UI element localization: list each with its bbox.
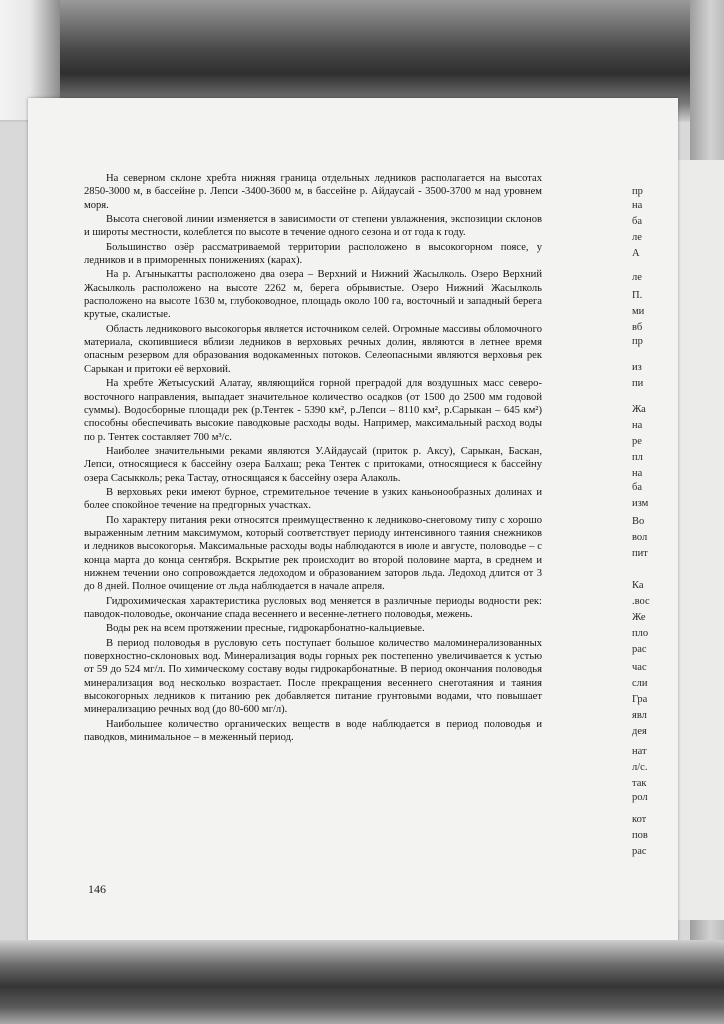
paragraph: Высота снеговой линии изменяется в зависимости от степени увлажнения, экспозиции склонов и широты местности, колеблется по высоте в течение одного сезона и от года к году. xyxy=(84,214,542,239)
adjacent-page-fragment: ле xyxy=(632,232,642,243)
paragraph: В верховьях реки имеют бурное, стремительное течение в узких каньонообразных долинах и более спокойное течение на предгорных участках. xyxy=(84,486,542,512)
page-number: 146 xyxy=(88,882,106,896)
paragraph: Наиболее значительными реками являются У.Айдаусай (приток р. Аксу), Сарыкан, Баскан, Лепси, относящиеся к бассейну озера Балхаш; река Тентек с притоками, относящиеся к бассейну озера Сасыкколь; река Тастау, относящаяся к бассейну озера Алаколь. xyxy=(84,445,542,484)
adjacent-page-fragment: пл xyxy=(632,452,643,463)
paragraph: Гидрохимическая характеристика русловых вод меняется в различные периоды водности рек: паводок-половодье, окончание спада весеннего и весенне-летнего половодья, межень. xyxy=(84,595,542,620)
paragraph: В период половодья в русловую сеть поступает большое количество маломинерализованных поверхностно-склоновых вод. Минерализация воды горных рек постепенно увеличивается к устью от 59 до 524 мг/л. По химическому составу воды гидрокарбонатные. В период окончания половодья минерализация вод несколько возрастает. После прекращения весеннего снеготаяния и таяния высокогорных ледников к питанию рек добавляется питание грунтовыми водами, что повышает минерализацию речных вод (до 80-600 мг/л). xyxy=(84,637,542,716)
adjacent-page-fragment: Во xyxy=(632,516,645,527)
adjacent-page-fragment: пр xyxy=(632,186,643,197)
adjacent-page-fragment: .вос xyxy=(632,596,650,607)
adjacent-page-fragment: пр xyxy=(632,336,643,347)
adjacent-page-fragment: на xyxy=(632,200,643,211)
paragraph: Наибольшее количество органических веществ в воде наблюдается в период половодья и паводков, минимальное – в меженный период. xyxy=(84,718,542,744)
adjacent-page-fragment: пи xyxy=(632,378,644,389)
adjacent-page-fragment: так xyxy=(632,778,647,789)
adjacent-page-fragment: Же xyxy=(632,612,646,623)
adjacent-page-fragment: пов xyxy=(632,830,648,841)
adjacent-page-fragment: сли xyxy=(632,678,648,689)
adjacent-page-fragment: час xyxy=(632,662,647,673)
adjacent-page-fragment: дея xyxy=(632,726,647,737)
adjacent-page-fragment: ре xyxy=(632,436,642,447)
adjacent-page-fragment: Гра xyxy=(632,694,648,705)
paragraph: Воды рек на всем протяжении пресные, гидрокарбонатно-кальциевые. xyxy=(106,623,425,635)
adjacent-page-fragment: вол xyxy=(632,532,648,543)
adjacent-page-fragment: Ка xyxy=(632,580,644,591)
adjacent-page-fragment: рас xyxy=(632,846,647,857)
paragraph: На хребте Жетысуский Алатау, являющийся горной преградой для воздушных масс северо-восточного направления, выпадает значительное количество осадков (от 1500 до 2500 мм годовой суммы). Водосборные площади рек (р.Тентек - 5390 км², р.Лепси – 8110 км², р.Сарыкан – 645 км²) способны обеспечивать высокие паводковые расходы воды. Например, максимальный расход воды по р. Тентек составляет 700 м³/с. xyxy=(84,378,542,443)
adjacent-page-fragment: пит xyxy=(632,548,648,559)
adjacent-page-fragment: нат xyxy=(632,746,647,757)
adjacent-page-fragment: А xyxy=(632,248,640,259)
paragraph: Большинство озёр рассматриваемой территории расположено в высокогорном поясе, у ледников и в приморенных понижениях (карах). xyxy=(84,241,542,267)
adjacent-page-fragment: явл xyxy=(632,710,647,721)
adjacent-page-fragment: ми xyxy=(632,306,645,317)
adjacent-page-fragment: на xyxy=(632,420,643,431)
body-text xyxy=(84,172,542,745)
paragraph: Область ледникового высокогорья является источником селей. Огромные массивы обломочного материала, скопившиеся вблизи ледников в верховьях речных долин, являются в летнее время опасным резервом для образования водокаменных потоков. Селеопасными являются верховья рек Сарыкан и притоки её верховий. xyxy=(84,323,542,375)
adjacent-page-fragment: рас xyxy=(632,644,647,655)
adjacent-page-fragment: изм xyxy=(632,498,649,509)
adjacent-page-fragment: пло xyxy=(632,628,649,639)
paragraph: На р. Агыныкатты расположено два озера – Верхний и Нижний Жасылколь. Озеро Верхний Жасылколь расположено на высоте 2262 м, берега обрывистые. Озеро Нижний Жасылколь расположено на высоте 1630 м, глубоководное, площадь около 100 га, восточный и западный берега крутые, скалистые. xyxy=(84,269,542,321)
adjacent-page-fragment: л/с. xyxy=(632,762,648,773)
adjacent-page-fragment: из xyxy=(632,362,642,373)
paragraph: На северном склоне хребта нижняя граница отдельных ледников располагается на высотах 2850-3000 м, в бассейне р. Лепси -3400-3600 м, в бассейне р. Айдаусай - 3500-3700 м над уровнем моря. xyxy=(84,173,542,211)
adjacent-page-fragment: ба xyxy=(632,216,643,227)
adjacent-page-fragment: ба xyxy=(632,482,643,493)
adjacent-page-fragment: вб xyxy=(632,322,643,333)
adjacent-page-fragment: ле xyxy=(632,272,642,283)
scan-shadow-bottom xyxy=(0,940,724,1024)
adjacent-page-fragment: П. xyxy=(632,290,643,301)
paragraph: По характеру питания реки относятся преимущественно к ледниково-снеговому типу с хорошо выраженным летним максимумом, который соответствует периоду интенсивного таяния снежников и ледников высокогорья. Максимальные расходы воды наблюдаются в июле и августе, половодье – с конца марта до конца сентября. Вскрытие рек происходит во второй половине марта, в среднем и нижнем течении оно сопровождается ледоходом и образованием заторов льда. Ледоход длится от 3 до 8 дней. Полное очищение от льда наблюдается в начале апреля. xyxy=(84,514,542,593)
adjacent-page-fragment: Жа xyxy=(632,404,646,415)
adjacent-page-fragment: на xyxy=(632,468,643,479)
adjacent-page-fragment: рол xyxy=(632,792,648,803)
adjacent-page-fragment: кот xyxy=(632,814,647,825)
